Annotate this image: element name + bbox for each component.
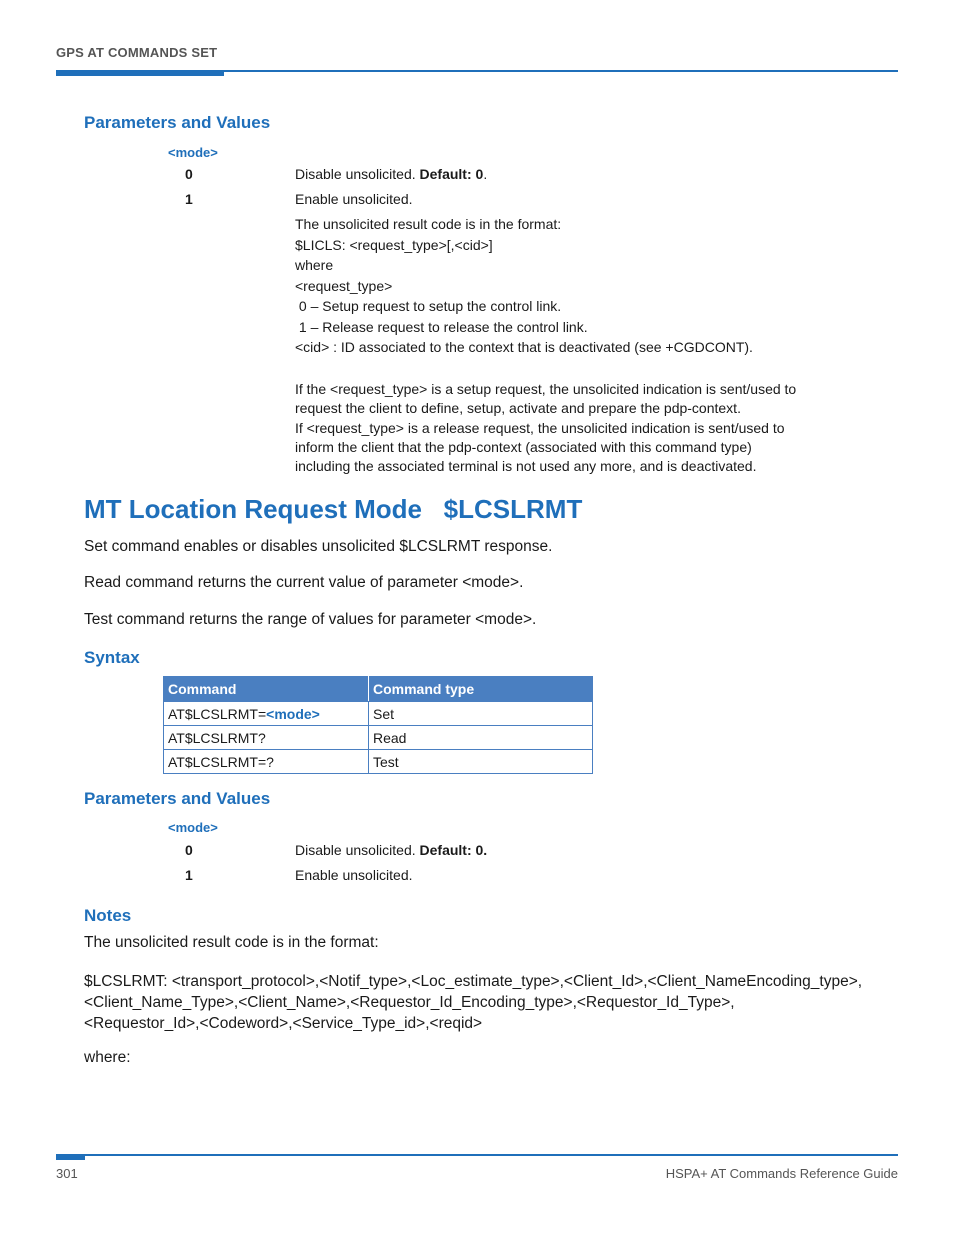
value-key-0-top: 0 bbox=[185, 166, 193, 182]
command-cell: AT$LCSLRMT=? bbox=[164, 750, 369, 774]
lcslrmt-format-block bbox=[84, 971, 862, 1034]
notes-intro: The unsolicited result code is in the format: bbox=[84, 934, 379, 951]
param-mode-label-top: <mode> bbox=[168, 145, 218, 160]
test-command-desc: Test command returns the range of values for parameter <mode>. bbox=[84, 611, 537, 628]
format-line: $LCSLRMT: <transport_protocol>,<Notif_type>,<Loc_estimate_type>,<Client_Id>,<Client_NameEncoding_type>, bbox=[84, 973, 863, 990]
command-type-cell: Read bbox=[369, 726, 593, 750]
format-line: <Requestor_Id>,<Codeword>,<Service_Type_id>,<reqid> bbox=[84, 1015, 483, 1032]
table-row bbox=[164, 726, 593, 750]
read-command-desc: Read command returns the current value of parameter <mode>. bbox=[84, 574, 524, 591]
value-key-0: 0 bbox=[185, 842, 193, 858]
footer-rule-accent bbox=[56, 1154, 85, 1160]
footer-doc-title: HSPA+ AT Commands Reference Guide bbox=[665, 1166, 898, 1181]
notes-heading: Notes bbox=[84, 906, 132, 925]
param-mode-label: <mode> bbox=[168, 820, 218, 835]
header-rule-accent bbox=[56, 70, 224, 76]
format-line: 0 – Setup request to setup the control link. bbox=[295, 298, 562, 314]
value-desc-0-top: Disable unsolicited. Default: 0. bbox=[295, 166, 488, 182]
explain-line: inform the client that the pdp-context (associated with this command type) bbox=[295, 438, 752, 455]
set-command-desc: Set command enables or disables unsolicited $LCSLRMT response. bbox=[84, 538, 553, 555]
format-line: $LICLS: <request_type>[,<cid>] bbox=[295, 236, 493, 253]
command-type-cell: Set bbox=[369, 702, 593, 726]
request-type-explanation bbox=[295, 380, 796, 476]
section-title: MT Location Request Mode $LCSLRMT bbox=[84, 494, 583, 524]
explain-line: If <request_type> is a release request, the unsolicited indication is sent/used to bbox=[295, 419, 785, 436]
mode-param-ref: <mode> bbox=[266, 705, 320, 722]
command-cell: AT$LCSLRMT=<mode> bbox=[164, 702, 369, 726]
licls-format-block bbox=[295, 214, 753, 358]
command-cell: AT$LCSLRMT? bbox=[164, 726, 369, 750]
explain-line: If the <request_type> is a setup request, the unsolicited indication is sent/used to bbox=[295, 381, 797, 397]
format-line: <request_type> bbox=[295, 277, 393, 294]
value-desc-1: Enable unsolicited. bbox=[295, 867, 413, 883]
command-type-cell: Test bbox=[369, 750, 593, 774]
format-line: <cid> : ID associated to the context that is deactivated (see +CGDCONT). bbox=[295, 339, 753, 355]
value-desc-1-top: Enable unsolicited. bbox=[295, 191, 413, 207]
params-heading: Parameters and Values bbox=[84, 789, 271, 808]
value-key-1: 1 bbox=[185, 867, 193, 883]
syntax-heading: Syntax bbox=[84, 648, 140, 667]
running-header: GPS AT COMMANDS SET bbox=[56, 45, 218, 60]
explain-line: request the client to define, setup, activate and prepare the pdp-context. bbox=[295, 400, 741, 417]
page-number: 301 bbox=[56, 1166, 78, 1181]
value-desc-0: Disable unsolicited. Default: 0. bbox=[295, 842, 488, 858]
column-header-command: Command bbox=[164, 677, 369, 702]
footer-rule bbox=[56, 1154, 898, 1156]
syntax-table bbox=[163, 676, 593, 774]
syntax-table-header-row bbox=[164, 677, 593, 702]
table-row bbox=[164, 702, 593, 726]
format-line: where bbox=[295, 257, 334, 273]
table-row bbox=[164, 750, 593, 774]
params-heading-top: Parameters and Values bbox=[84, 113, 271, 132]
explain-line: including the associated terminal is not used any more, and is deactivated. bbox=[295, 458, 757, 475]
format-line: The unsolicited result code is in the format: bbox=[295, 216, 562, 232]
where-label: where: bbox=[84, 1049, 131, 1066]
column-header-command-type: Command type bbox=[369, 677, 593, 702]
format-line: <Client_Name_Type>,<Client_Name>,<Requestor_Id_Encoding_type>,<Requestor_Id_Type>, bbox=[84, 994, 735, 1011]
format-line: 1 – Release request to release the control link. bbox=[295, 318, 588, 335]
value-key-1-top: 1 bbox=[185, 191, 193, 207]
